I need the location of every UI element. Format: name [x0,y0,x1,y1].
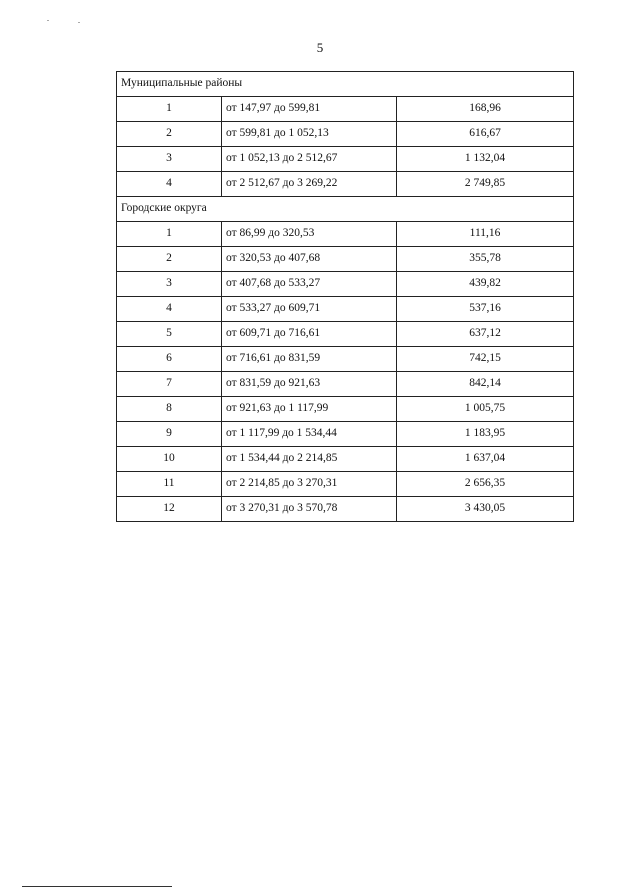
row-value: 2 749,85 [397,172,574,197]
row-number: 11 [117,472,222,497]
scan-speck [78,22,80,23]
table-row [117,222,574,247]
row-number: 4 [117,172,222,197]
row-number: 1 [117,97,222,122]
row-number: 2 [117,122,222,147]
row-range: от 320,53 до 407,68 [222,247,397,272]
row-range: от 1 534,44 до 2 214,85 [222,447,397,472]
row-range: от 1 117,99 до 1 534,44 [222,422,397,447]
table-row [117,297,574,322]
row-range: от 716,61 до 831,59 [222,347,397,372]
table-row [117,472,574,497]
row-number: 10 [117,447,222,472]
footer-rule [22,886,172,887]
row-number: 6 [117,347,222,372]
row-value: 2 656,35 [397,472,574,497]
table-row [117,97,574,122]
section-header-row [117,72,574,97]
row-range: от 921,63 до 1 117,99 [222,397,397,422]
row-value: 355,78 [397,247,574,272]
table-row [117,322,574,347]
row-value: 111,16 [397,222,574,247]
row-range: от 599,81 до 1 052,13 [222,122,397,147]
row-value: 168,96 [397,97,574,122]
row-number: 5 [117,322,222,347]
row-value: 616,67 [397,122,574,147]
table-row [117,347,574,372]
row-value: 1 132,04 [397,147,574,172]
section-title: Городские округа [117,197,574,222]
table-row [117,397,574,422]
table-row [117,147,574,172]
row-range: от 2 512,67 до 3 269,22 [222,172,397,197]
row-number: 7 [117,372,222,397]
data-table [116,71,574,522]
section-title: Муниципальные районы [117,72,574,97]
row-number: 3 [117,272,222,297]
table-row [117,122,574,147]
page-number: 5 [316,40,324,55]
row-number: 3 [117,147,222,172]
section-header-row [117,197,574,222]
row-range: от 533,27 до 609,71 [222,297,397,322]
table-row [117,372,574,397]
table-row [117,272,574,297]
row-number: 8 [117,397,222,422]
row-range: от 86,99 до 320,53 [222,222,397,247]
table-row [117,172,574,197]
row-value: 637,12 [397,322,574,347]
row-number: 4 [117,297,222,322]
row-value: 1 183,95 [397,422,574,447]
row-number: 9 [117,422,222,447]
row-range: от 407,68 до 533,27 [222,272,397,297]
row-number: 1 [117,222,222,247]
row-value: 537,16 [397,297,574,322]
row-value: 842,14 [397,372,574,397]
row-value: 1 005,75 [397,397,574,422]
table-row [117,447,574,472]
table-row [117,247,574,272]
row-range: от 147,97 до 599,81 [222,97,397,122]
scan-speck [47,20,49,21]
row-range: от 831,59 до 921,63 [222,372,397,397]
row-value: 1 637,04 [397,447,574,472]
table-row [117,422,574,447]
row-value: 742,15 [397,347,574,372]
row-range: от 3 270,31 до 3 570,78 [222,497,397,522]
row-value: 3 430,05 [397,497,574,522]
row-number: 2 [117,247,222,272]
row-range: от 2 214,85 до 3 270,31 [222,472,397,497]
row-value: 439,82 [397,272,574,297]
row-number: 12 [117,497,222,522]
table-row [117,497,574,522]
row-range: от 1 052,13 до 2 512,67 [222,147,397,172]
row-range: от 609,71 до 716,61 [222,322,397,347]
